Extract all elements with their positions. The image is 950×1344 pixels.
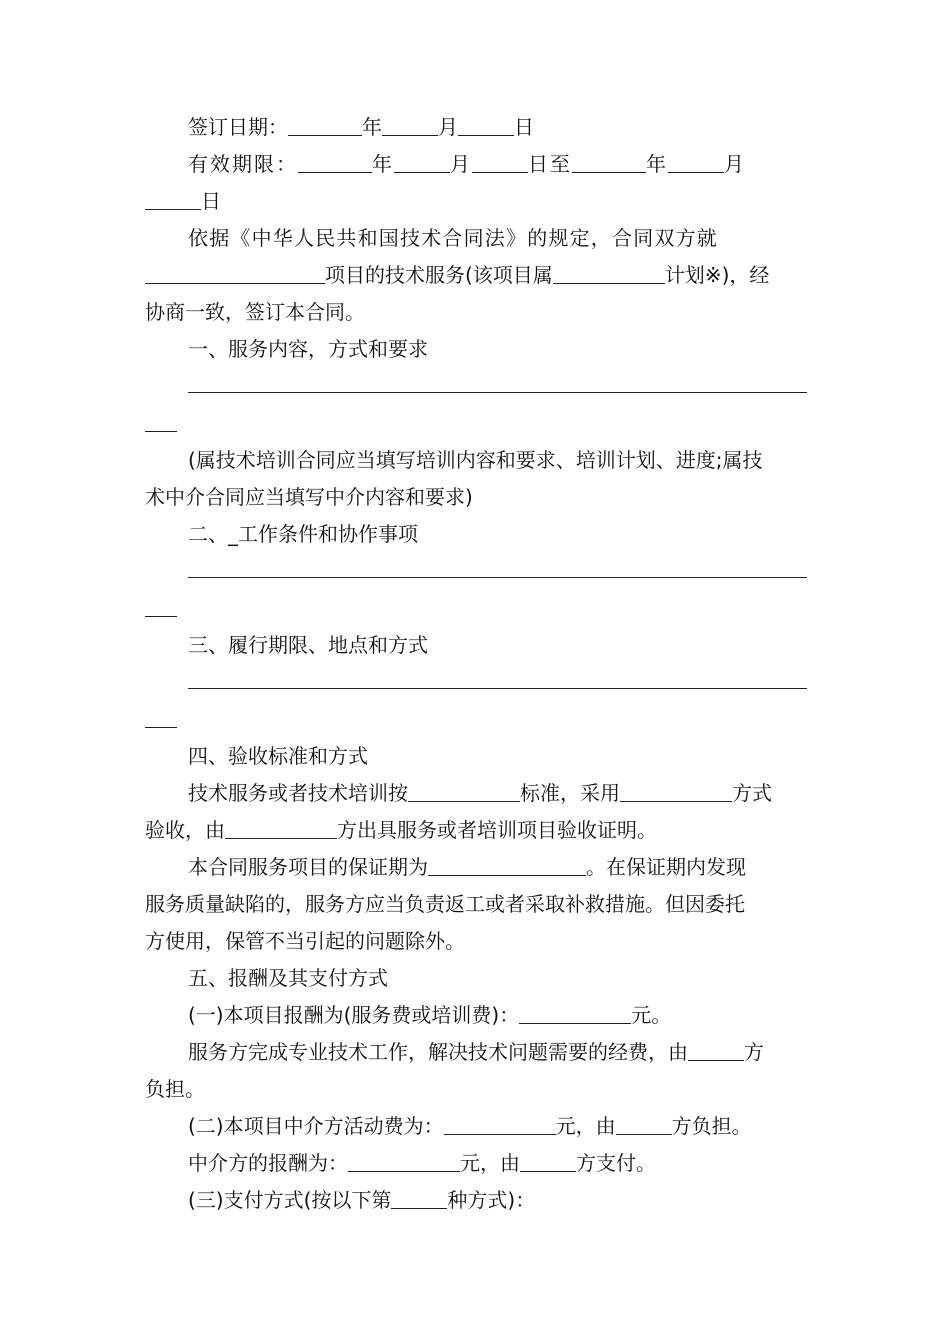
certifier-blank[interactable] <box>225 814 337 839</box>
day-blank[interactable] <box>458 111 514 136</box>
agent-fee-blank[interactable] <box>444 1110 556 1135</box>
section-5-line-e: (三)支付方式(按以下第 种方式)： <box>145 1182 807 1219</box>
intro-line-3: 协商一致，签订本合同。 <box>145 300 365 324</box>
section-4-line-2: 验收，由 方出具服务或者培训项目验收证明。 <box>145 812 807 849</box>
warranty-line-3: 方使用，保管不当引起的问题除外。 <box>145 929 465 953</box>
start-month-blank[interactable] <box>394 148 450 173</box>
section-1-note-1: (属技术培训合同应当填写培训内容和要求、培训计划、进度;属技 <box>188 448 763 472</box>
start-day-blank[interactable] <box>472 148 528 173</box>
section-5-line-a: (一)本项目报酬为(服务费或培训费)： 元。 <box>145 997 807 1034</box>
intro-line-2: 项目的技术服务(该项目属 计划※)，经 <box>145 257 807 294</box>
method-blank[interactable] <box>620 777 732 802</box>
section-5-line-c: (二)本项目中介方活动费为： 元，由 方负担。 <box>145 1108 807 1145</box>
month-blank[interactable] <box>382 111 438 136</box>
warranty-line-2: 服务质量缺陷的，服务方应当负责返工或者采取补救措施。但因委托 <box>145 892 745 916</box>
intro-line-1: 依据《中华人民共和国技术合同法》的规定，合同双方就 <box>188 226 718 250</box>
warranty-line-1: 本合同服务项目的保证期为 。在保证期内发现 <box>145 849 807 886</box>
valid-period-line: 有效期限： 年 月 日至 年 月 <box>145 146 807 183</box>
section-5-line-d: 中介方的报酬为： 元，由 方支付。 <box>145 1145 807 1182</box>
agent-pay-blank[interactable] <box>348 1147 460 1172</box>
expense-party-blank[interactable] <box>688 1036 744 1061</box>
end-year-blank[interactable] <box>572 148 646 173</box>
sign-date-line: 签订日期： 年 月 日 <box>145 109 807 146</box>
section-1-note-2: 术中介合同应当填写中介内容和要求) <box>145 485 473 509</box>
section-3-fill-tail[interactable] <box>145 701 807 738</box>
valid-period-line-2: 日 <box>145 183 807 220</box>
section-4-title: 四、验收标准和方式 <box>188 744 368 768</box>
standard-blank[interactable] <box>408 777 520 802</box>
start-year-blank[interactable] <box>298 148 372 173</box>
fee-amount-blank[interactable] <box>519 999 631 1024</box>
end-day-blank[interactable] <box>145 185 201 210</box>
agent-pay-party-blank[interactable] <box>520 1147 576 1172</box>
end-month-blank[interactable] <box>668 148 724 173</box>
project-name-blank[interactable] <box>145 259 325 284</box>
warranty-period-blank[interactable] <box>428 851 586 876</box>
section-5-line-b2: 负担。 <box>145 1077 205 1101</box>
payment-method-blank[interactable] <box>391 1184 447 1209</box>
agent-fee-party-blank[interactable] <box>616 1110 672 1135</box>
section-2-title: 二、_工作条件和协作事项 <box>188 522 418 546</box>
section-3-title: 三、履行期限、地点和方式 <box>188 633 428 657</box>
year-blank[interactable] <box>288 111 362 136</box>
section-3-fill-line[interactable] <box>145 664 807 701</box>
section-5-line-b1: 服务方完成专业技术工作，解决技术问题需要的经费，由 方 <box>145 1034 807 1071</box>
section-1-fill-tail[interactable] <box>145 405 807 442</box>
contract-body <box>145 109 807 1219</box>
section-2-fill-tail[interactable] <box>145 590 807 627</box>
section-5-title: 五、报酬及其支付方式 <box>188 966 388 990</box>
plan-blank[interactable] <box>553 259 665 284</box>
section-1-title: 一、服务内容，方式和要求 <box>188 337 428 361</box>
section-4-line-1: 技术服务或者技术培训按 标准，采用 方式 <box>145 775 807 812</box>
section-2-fill-line[interactable] <box>145 553 807 590</box>
section-1-fill-line[interactable] <box>145 368 807 405</box>
